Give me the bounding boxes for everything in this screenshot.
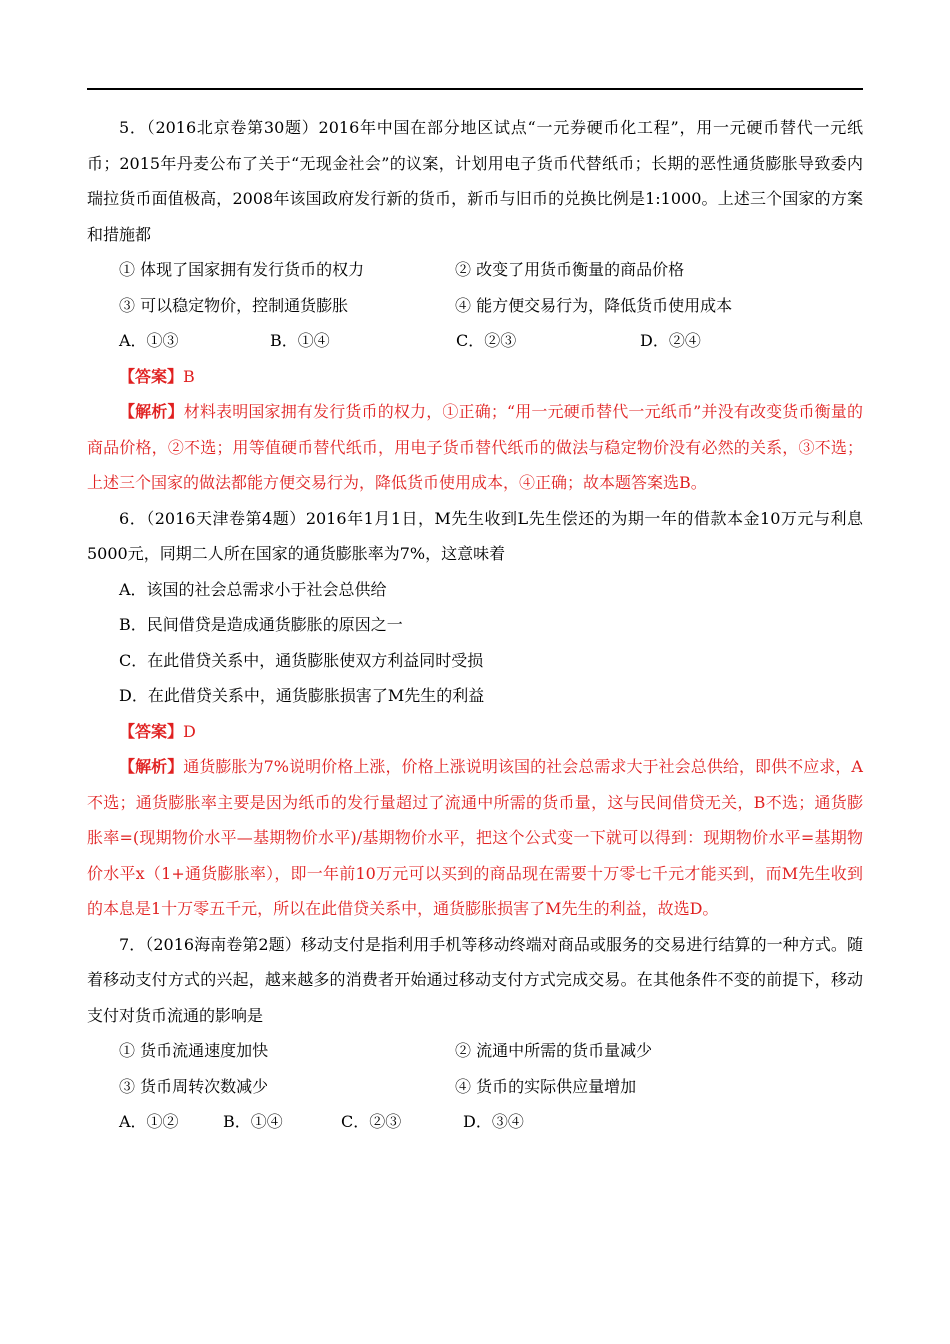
question-7-items-row-2 xyxy=(87,1069,863,1105)
answer-label: 【答案】 xyxy=(119,366,184,386)
choice-c: C．在此借贷关系中，通货膨胀使双方利益同时受损 xyxy=(119,650,484,670)
choice-a: A．①② xyxy=(119,1112,179,1131)
option-item: ③ 可以稳定物价，控制通货膨胀 xyxy=(119,295,349,315)
option-item: ④ 货币的实际供应量增加 xyxy=(455,1076,637,1096)
choice-c: C．②③ xyxy=(456,331,517,350)
choice-b: B．①④ xyxy=(223,1112,283,1131)
option-item: ② 改变了用货币衡量的商品价格 xyxy=(455,260,685,279)
question-6-stem: 6．（2016天津卷第4题）2016年1月1日，M先生收到L先生偿还的为期一年的借款本金10万元与利息5000元，同期二人所在国家的通货膨胀率为7%，这意味着 xyxy=(87,508,863,563)
document-body xyxy=(87,110,863,1140)
question-5-answer xyxy=(87,359,863,395)
question-6-analysis xyxy=(87,749,863,927)
header-rule xyxy=(87,88,863,90)
answer-value: D xyxy=(183,721,196,741)
answer-label: 【答案】 xyxy=(119,721,184,741)
option-item: ① 体现了国家拥有发行货币的权力 xyxy=(119,260,365,279)
question-6-answer xyxy=(87,714,863,750)
option-item: ③ 货币周转次数减少 xyxy=(119,1076,269,1096)
choice-b: B．民间借贷是造成通货膨胀的原因之一 xyxy=(119,615,403,634)
question-5-items-row-2 xyxy=(87,288,863,324)
question-5-analysis xyxy=(87,394,863,501)
choice-c: C．②③ xyxy=(341,1112,402,1131)
choice-d: D．在此借贷关系中，通货膨胀损害了M先生的利益 xyxy=(119,686,485,705)
choice-d: D．③④ xyxy=(463,1112,524,1131)
analysis-text: 材料表明国家拥有发行货币的权力，①正确；“用一元硬币替代一元纸币”并没有改变货币衡量的商品价格，②不选；用等值硬币替代纸币，用电子货币替代纸币的做法与稳定物价没有必然的关系，③不选；上述三个国家的做法都能方便交易行为，降低货币使用成本，④正确；故本题答案选B。 xyxy=(87,402,863,492)
choice-d: D．②④ xyxy=(640,331,701,350)
analysis-label: 【解析】 xyxy=(119,757,184,776)
question-5-items-row-1 xyxy=(87,252,863,288)
question-7-choices xyxy=(87,1104,863,1140)
choice-a: A．①③ xyxy=(119,331,179,350)
answer-value: B xyxy=(183,366,195,386)
analysis-label: 【解析】 xyxy=(119,402,184,421)
question-7-items-row-1 xyxy=(87,1033,863,1069)
question-5-stem: 5．（2016北京卷第30题）2016年中国在部分地区试点“一元券硬币化工程”，用一元硬币替代一元纸币；2015年丹麦公布了关于“无现金社会”的议案，计划用电子货币代替纸币；长期的恶性通货膨胀导致委内瑞拉货币面值极高，2008年该国政府发行新的货币，新币与旧币的兑换比例是1:1000。上述三个国家的方案和措施都 xyxy=(87,118,863,244)
option-item: ① 货币流通速度加快 xyxy=(119,1041,269,1060)
option-item: ② 流通中所需的货币量减少 xyxy=(455,1041,653,1060)
analysis-text: 通货膨胀为7%说明价格上涨，价格上涨说明该国的社会总需求大于社会总供给，即供不应求，A不选；通货膨胀率主要是因为纸币的发行量超过了流通中所需的货币量，这与民间借贷无关，B不选；通货膨胀率=(现期物价水平—基期物价水平)/基期物价水平，把这个公式变一下就可以得到：现期物价水平=基期物价水平x（1+通货膨胀率），即一年前10万元可以买到的商品现在需要十万零七千元才能买到，而M先生收到的本息是1十万零五千元，所以在此借贷关系中，通货膨胀损害了M先生的利益，故选D。 xyxy=(87,757,863,918)
question-5-choices xyxy=(87,323,863,359)
option-item: ④ 能方便交易行为，降低货币使用成本 xyxy=(455,295,733,315)
choice-b: B．①④ xyxy=(270,331,330,350)
choice-a: A．该国的社会总需求小于社会总供给 xyxy=(119,579,387,599)
question-7-stem: 7．（2016海南卷第2题）移动支付是指利用手机等移动终端对商品或服务的交易进行结算的一种方式。随着移动支付方式的兴起，越来越多的消费者开始通过移动支付方式完成交易。在其他条件不变的前提下，移动支付对货币流通的影响是 xyxy=(87,934,863,1025)
